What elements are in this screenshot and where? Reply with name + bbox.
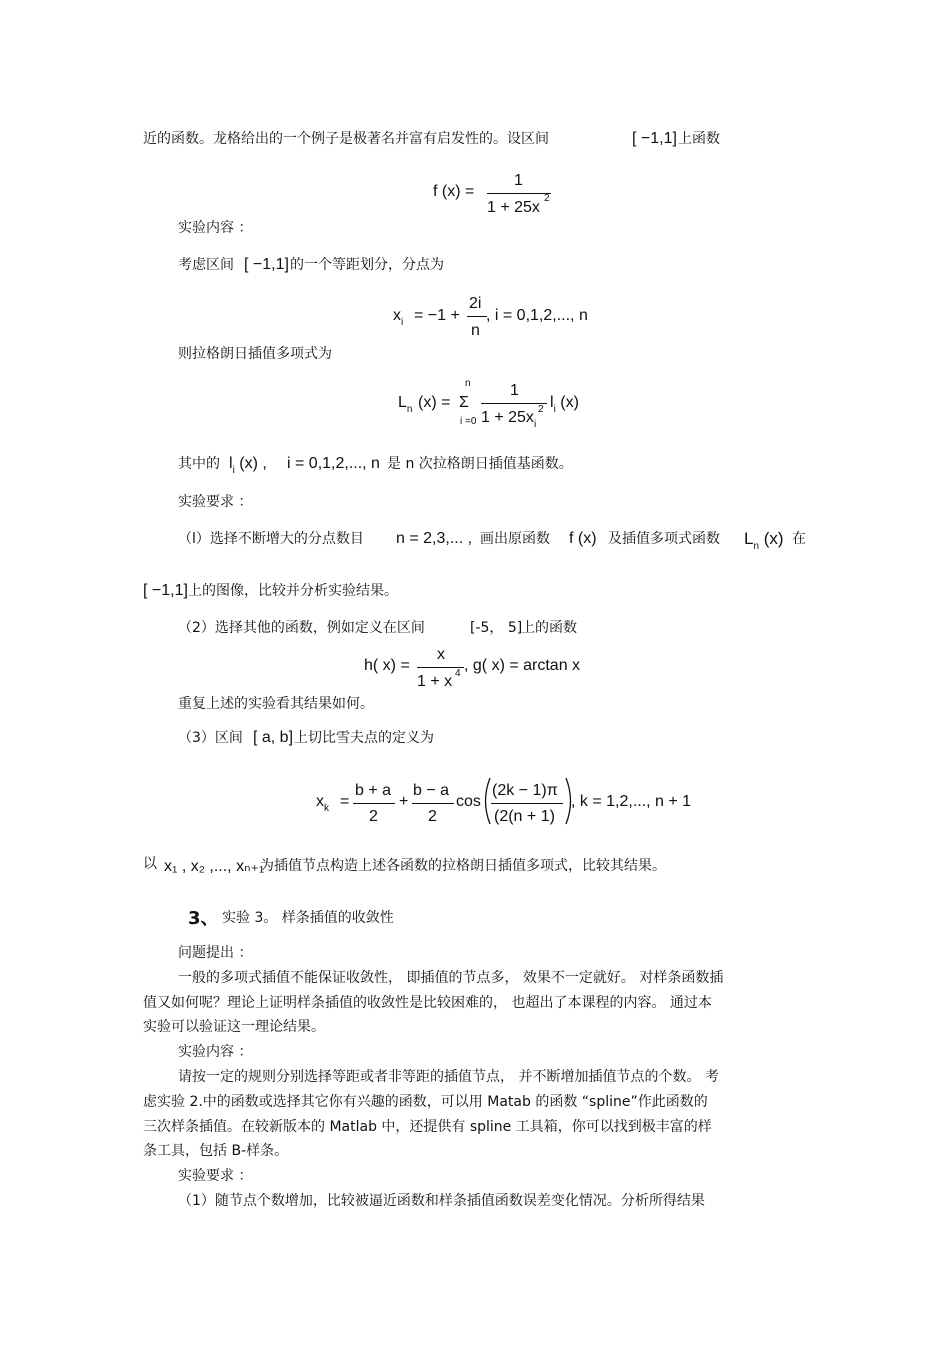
nodes-suffix: 为插值节点构造上述各函数的拉格朗日插值多项式，比较其结果。 <box>260 858 666 874</box>
xi-formula-num: 2i <box>469 295 482 312</box>
Ln-formula-sum: Σ <box>459 394 469 411</box>
xk-formula-d2: 2 <box>428 808 437 825</box>
xk-formula-bar1 <box>353 803 395 804</box>
hg-formula-lhs: h( x) = <box>364 657 410 674</box>
basis-range: i = 0,1,2,..., n <box>287 455 380 472</box>
para1-line-2: 值又如何呢？理论上证明样条插值的收敛性是比较困难的， 也超出了本课程的内容。 通过本 <box>143 995 712 1011</box>
intro-line <box>143 130 549 148</box>
xi-formula-bar <box>467 316 487 317</box>
lagrange-intro: 则拉格朗日插值多项式为 <box>178 346 332 362</box>
req1b-text: 上的图像，比较并分析实验结果。 <box>188 583 398 599</box>
section3-title: 实验 3。 样条插值的收敛性 <box>222 910 394 926</box>
xi-formula-lhs: $x_i$ <box>393 307 404 328</box>
req1-mid: 画出原函数 <box>480 531 550 547</box>
consider-suffix: 的一个等距划分，分点为 <box>290 257 444 273</box>
final-requirement: （1）随节点个数增加，比较被逼近函数和样条插值函数误差变化情况。分析所得结果 <box>178 1193 705 1209</box>
Ln-formula-den: $1 + 25x_i$ <box>481 409 537 430</box>
consider-text: 考虑区间 <box>178 257 234 273</box>
xk-formula-d3: (2(n + 1) <box>494 808 555 825</box>
req2-suffix: 上的函数 <box>521 620 577 636</box>
f-formula-lhs: f (x) = <box>433 183 475 200</box>
xk-formula-n3: (2k − 1)π <box>492 782 558 799</box>
req1-fx: f (x) <box>569 530 597 547</box>
req1b-interval: [ −1,1] <box>143 582 188 599</box>
req1-prefix: （l）选择不断增大的分点数目 <box>178 531 364 547</box>
req2-interval: [-5， 5] <box>470 620 523 636</box>
req1-mid2: 及插值多项式函数 <box>608 531 720 547</box>
xk-formula-left-paren <box>480 776 492 826</box>
hg-formula-den: 1 + x <box>417 673 453 690</box>
xi-formula-tail: , i = 0,1,2,..., n <box>486 307 588 324</box>
Ln-formula-num: 1 <box>510 382 519 399</box>
req1-n: n = 2,3,... , <box>396 530 473 547</box>
nodes-list: x₁ , x₂ ,..., xₙ₊₁ <box>164 858 265 875</box>
xk-formula-bar2 <box>412 803 454 804</box>
para2-line-1: 请按一定的规则分别选择等距或者非等距的插值节点， 并不断增加插值节点的个数。 考 <box>178 1069 719 1085</box>
xk-formula-cos: cos <box>456 793 481 810</box>
para2-line-2: 虑实验 2.中的函数或选择其它你有兴趣的函数，可以用 Matab 的函数 “spline”作此函数的 <box>143 1094 708 1110</box>
req3-interval: [ a, b] <box>253 729 294 746</box>
Ln-formula-arg: (x) = <box>418 394 451 411</box>
repeat-line: 重复上述的实验看其结果如何。 <box>178 696 374 712</box>
para2-line-3: 三次样条插值。在较新版本的 Matlab 中，还提供有 spline 工具箱，你可以找到极丰富的样 <box>143 1119 712 1135</box>
f-formula-bar <box>487 193 551 194</box>
xk-formula-eq: = <box>340 793 350 810</box>
para1-line-1: 一般的多项式插值不能保证收敛性， 即插值的节点多， 效果不一定就好。 对样条函数插 <box>178 970 724 986</box>
section3-number: 3、 <box>188 908 219 929</box>
exp-req-label-1: 实验要求 ： <box>178 494 253 510</box>
f-formula-num: 1 <box>514 172 523 189</box>
req3-prefix: （3）区间 <box>178 730 243 746</box>
problem-label: 问题提出 ： <box>178 945 253 961</box>
hg-formula-tail: , g( x) = arctan x <box>464 657 581 674</box>
exp-req-label-2: 实验要求 ： <box>178 1168 253 1184</box>
xk-formula-lhs: $x_k$ <box>316 793 329 814</box>
f-formula-exp: 2 <box>544 193 550 204</box>
exp-content-label-1: 实验内容 ： <box>178 220 253 236</box>
xk-formula-tail: , k = 1,2,..., n + 1 <box>571 793 692 810</box>
Ln-formula-den-sup: 2 <box>538 404 544 415</box>
req3-suffix: 上切比雪夫点的定义为 <box>294 730 434 746</box>
req1-Ln: $L_n$ (x) <box>744 529 784 552</box>
exp-content-label-2: 实验内容 ： <box>178 1044 253 1060</box>
Ln-formula-lower: i =0 <box>460 416 477 427</box>
nodes-prefix: 以 <box>143 856 157 872</box>
hg-formula-num: x <box>437 646 445 663</box>
xk-formula-bar3 <box>491 803 563 804</box>
consider-interval: [ −1,1] <box>244 256 289 273</box>
xk-formula-n1: b + a <box>355 782 392 799</box>
para1-line-3: 实验可以验证这一理论结果。 <box>143 1019 325 1035</box>
xi-formula-den: n <box>471 322 480 339</box>
intro-text: 近的函数。龙格给出的一个例子是极著名并富有启发性的。设区间 <box>143 131 549 147</box>
intro-suffix: 上函数 <box>678 131 720 147</box>
hg-formula-den-sup: 4 <box>455 668 461 679</box>
Ln-formula-lhs: $L_n$ <box>398 394 413 415</box>
basis-prefix: 其中的 <box>178 456 220 472</box>
xi-formula-eq: = −1 + <box>414 307 460 324</box>
req1-suffix: 在 <box>792 531 806 547</box>
f-formula-den: 1 + 25x <box>487 199 540 216</box>
para2-line-4: 条工具，包括 B-样条。 <box>143 1143 289 1159</box>
intro-interval: [ −1,1] <box>632 130 677 147</box>
Ln-formula-upper: n <box>465 378 471 389</box>
req2-prefix: （2）选择其他的函数，例如定义在区间 <box>178 620 425 636</box>
Ln-formula-tail: $l_i$ (x) <box>550 394 579 415</box>
xk-formula-plus: + <box>399 793 409 810</box>
basis-li: $l_i$ (x) , <box>229 455 267 476</box>
xk-formula-d1: 2 <box>369 808 378 825</box>
xk-formula-n2: b − a <box>413 782 450 799</box>
basis-suffix: 是 n 次拉格朗日插值基函数。 <box>387 456 573 472</box>
